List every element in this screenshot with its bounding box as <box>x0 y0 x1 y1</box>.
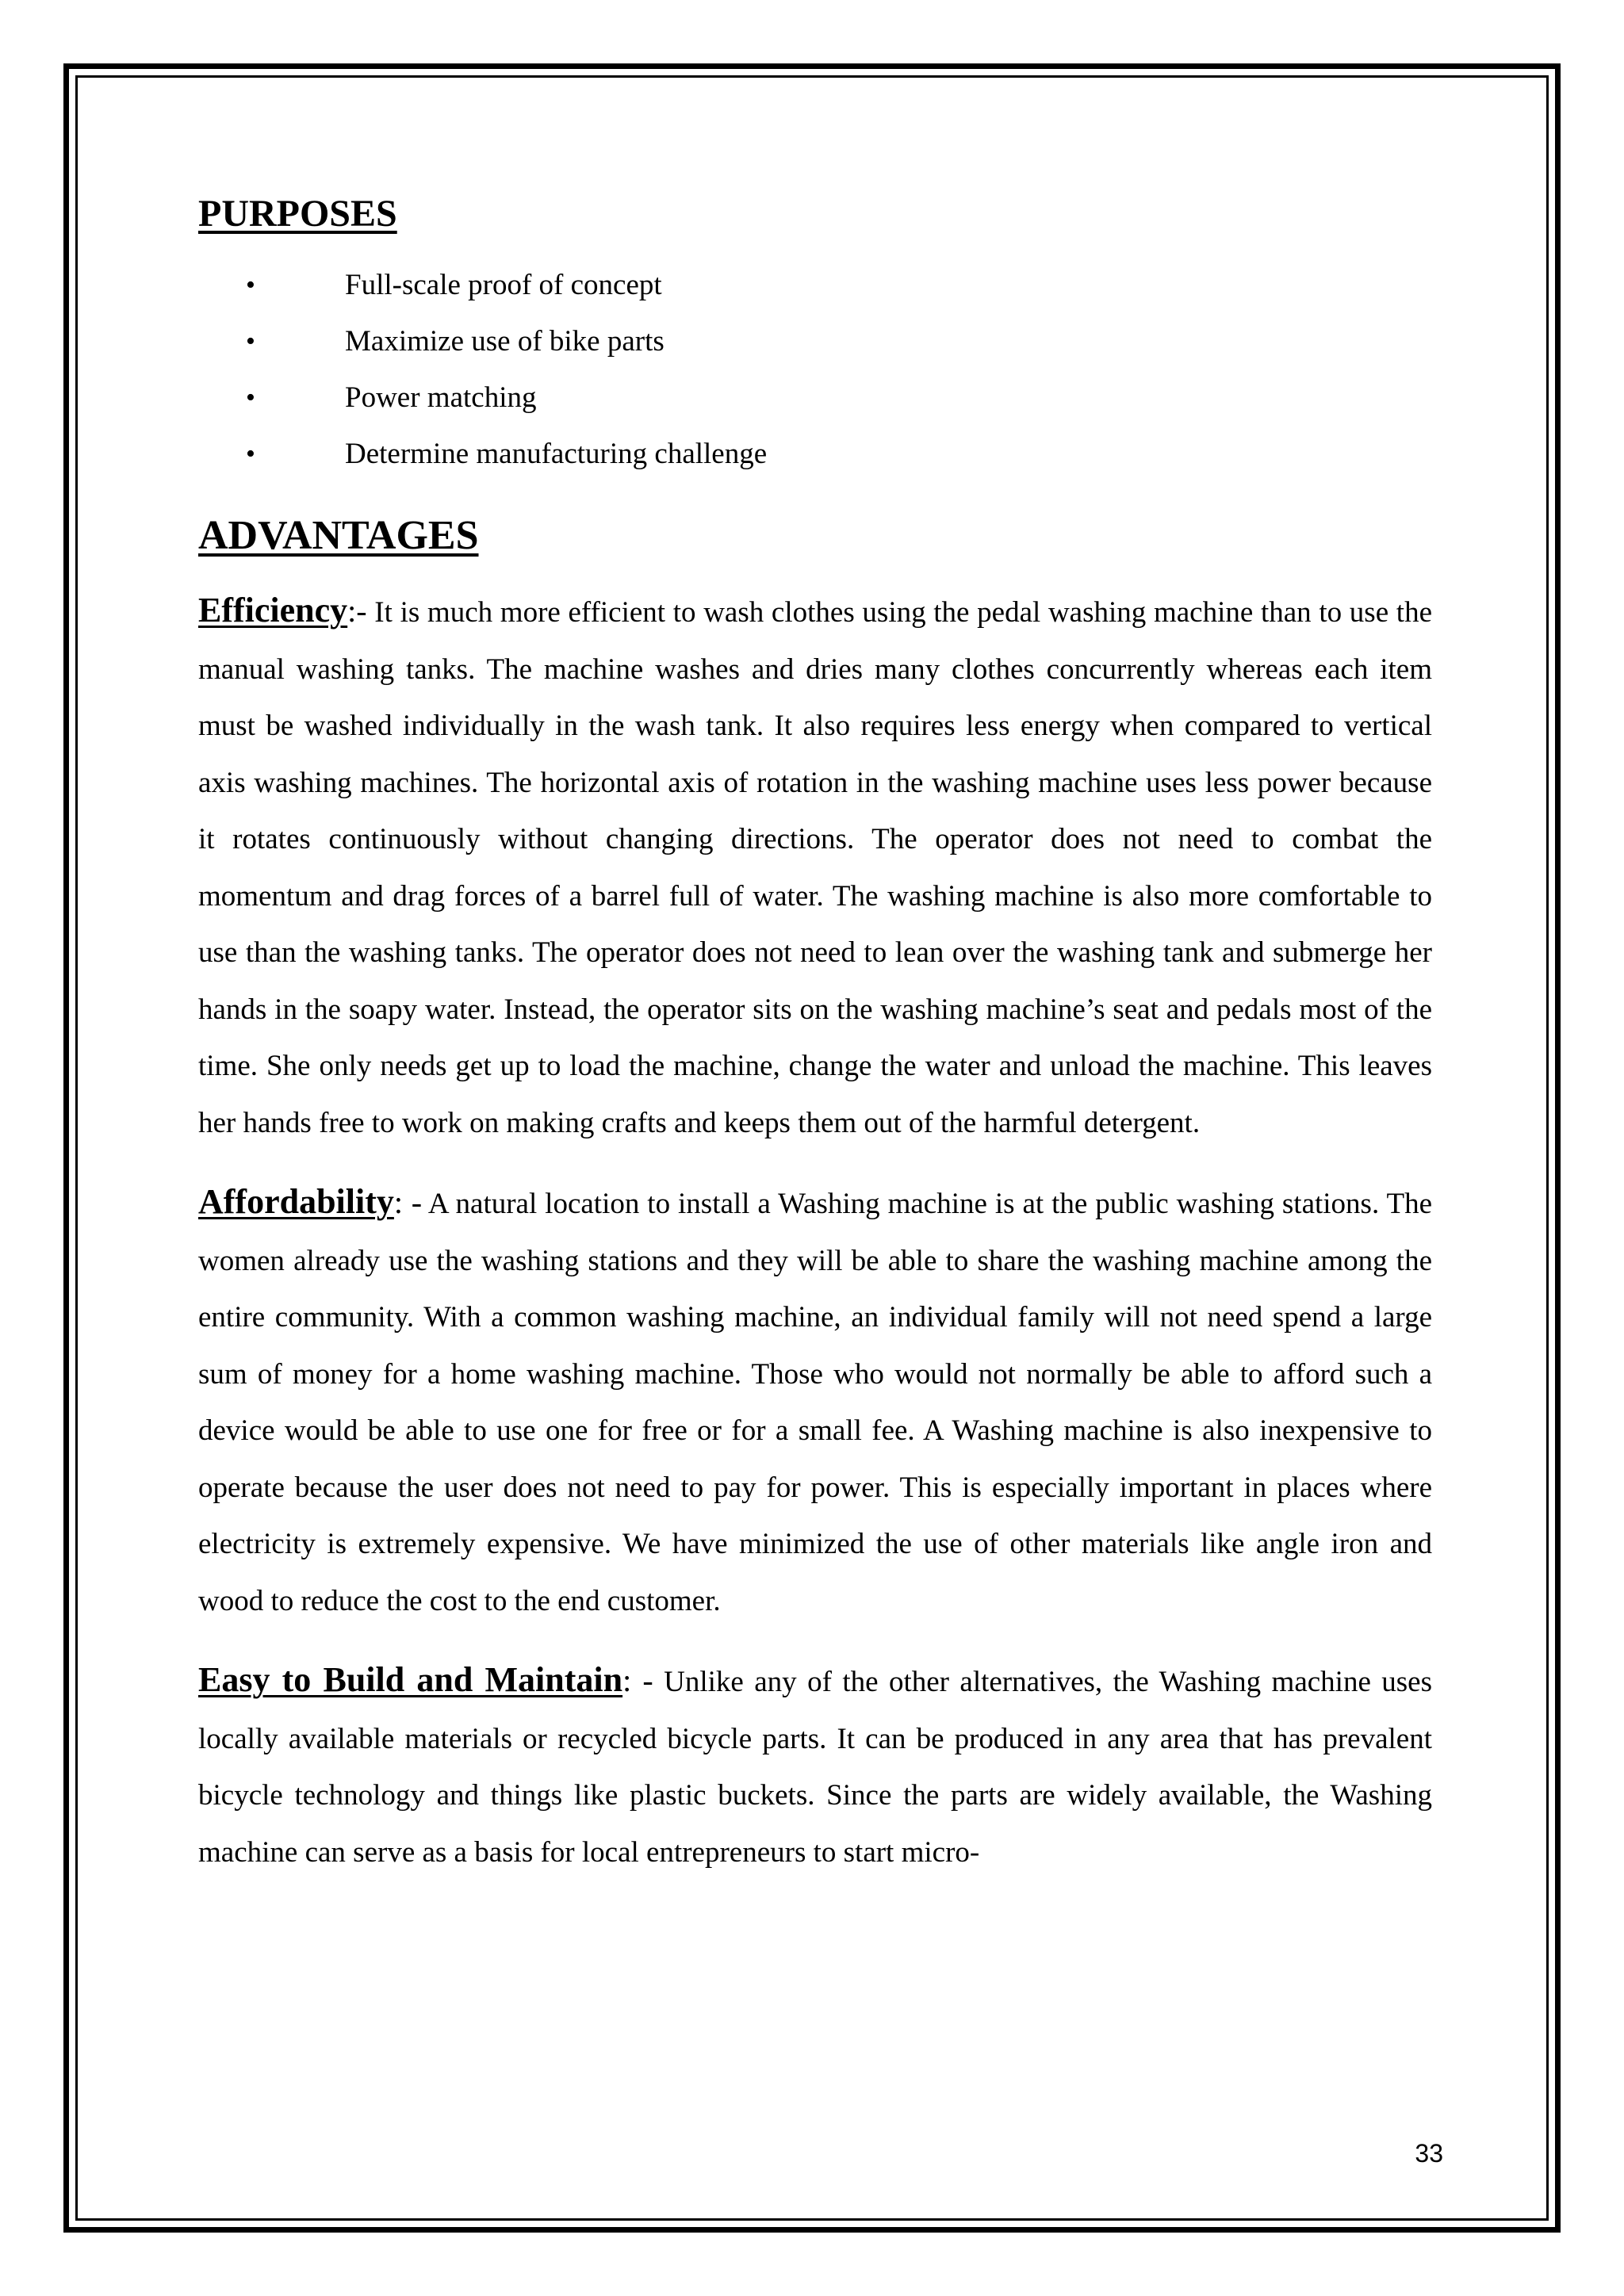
purposes-list <box>198 257 1432 482</box>
bullet-icon: • <box>246 270 255 300</box>
advantage-efficiency <box>198 582 1432 1151</box>
term-separator: :- <box>347 593 367 629</box>
list-item <box>198 369 1432 426</box>
advantage-term: Easy to Build and Maintain <box>198 1660 623 1699</box>
bullet-icon: • <box>246 327 255 356</box>
list-item-text: Power matching <box>345 381 537 414</box>
term-separator: : - <box>622 1663 653 1698</box>
list-item <box>198 257 1432 313</box>
page-content <box>198 190 1432 1881</box>
term-separator: : - <box>393 1184 423 1220</box>
list-item <box>198 426 1432 482</box>
advantage-text: It is much more efficient to wash clothes using the pedal washing machine than to use the manual washing tanks. The machine washes and dries many clothes concurrently whereas each item must be washed individually in the wash tank. It also requires less energy when compared to vertical axis washing machines. The horizontal axis of rotation in the washing machine uses less power because it rotates continuously without changing directions. The operator does not need to combat the momentum and drag forces of a barrel full of water. The washing machine is also more comfortable to use than the washing tanks. The operator does not need to lean over the washing tank and submerge her hands in the soapy water. Instead, the operator sits on the washing machine’s seat and pedals most of the time. She only needs get up to load the machine, change the water and unload the machine. This leaves her hands free to work on making crafts and keeps them out of the harmful detergent. <box>198 596 1432 1139</box>
advantage-text: Unlike any of the other alternatives, the Washing machine uses locally available materials or recycled bicycle parts. It can be produced in any area that has prevalent bicycle technology and things like plastic buckets. Since the parts are widely available, the Washing machine can serve as a basis for local entrepreneurs to start micro- <box>198 1666 1433 1869</box>
advantages-heading: ADVANTAGES <box>198 513 479 558</box>
advantage-easy-to-build <box>198 1651 1432 1881</box>
list-item-text: Determine manufacturing challenge <box>345 438 768 470</box>
list-item-text: Full-scale proof of concept <box>345 269 662 301</box>
advantage-term: Efficiency <box>198 591 348 629</box>
list-item-text: Maximize use of bike parts <box>345 325 665 358</box>
purposes-heading: PURPOSES <box>198 193 397 235</box>
bullet-icon: • <box>246 439 255 469</box>
bullet-icon: • <box>246 383 255 412</box>
list-item <box>198 313 1432 369</box>
advantage-term: Affordability <box>198 1182 394 1221</box>
page-number: 33 <box>1415 2139 1443 2168</box>
advantage-text: A natural location to install a Washing machine is at the public washing stations. The women already use the washing stations and they will be able to share the washing machine among the entire community. With a common washing machine, an individual family will not need spend a large sum of money for a home washing machine. Those who would not normally be able to afford such a device would be able to use one for free or for a small fee. A Washing machine is also inexpensive to operate because the user does not need to pay for power. This is especially important in places where electricity is extremely expensive. We have minimized the use of other materials like angle iron and wood to reduce the cost to the end customer. <box>198 1188 1432 1617</box>
advantage-affordability <box>198 1173 1432 1629</box>
